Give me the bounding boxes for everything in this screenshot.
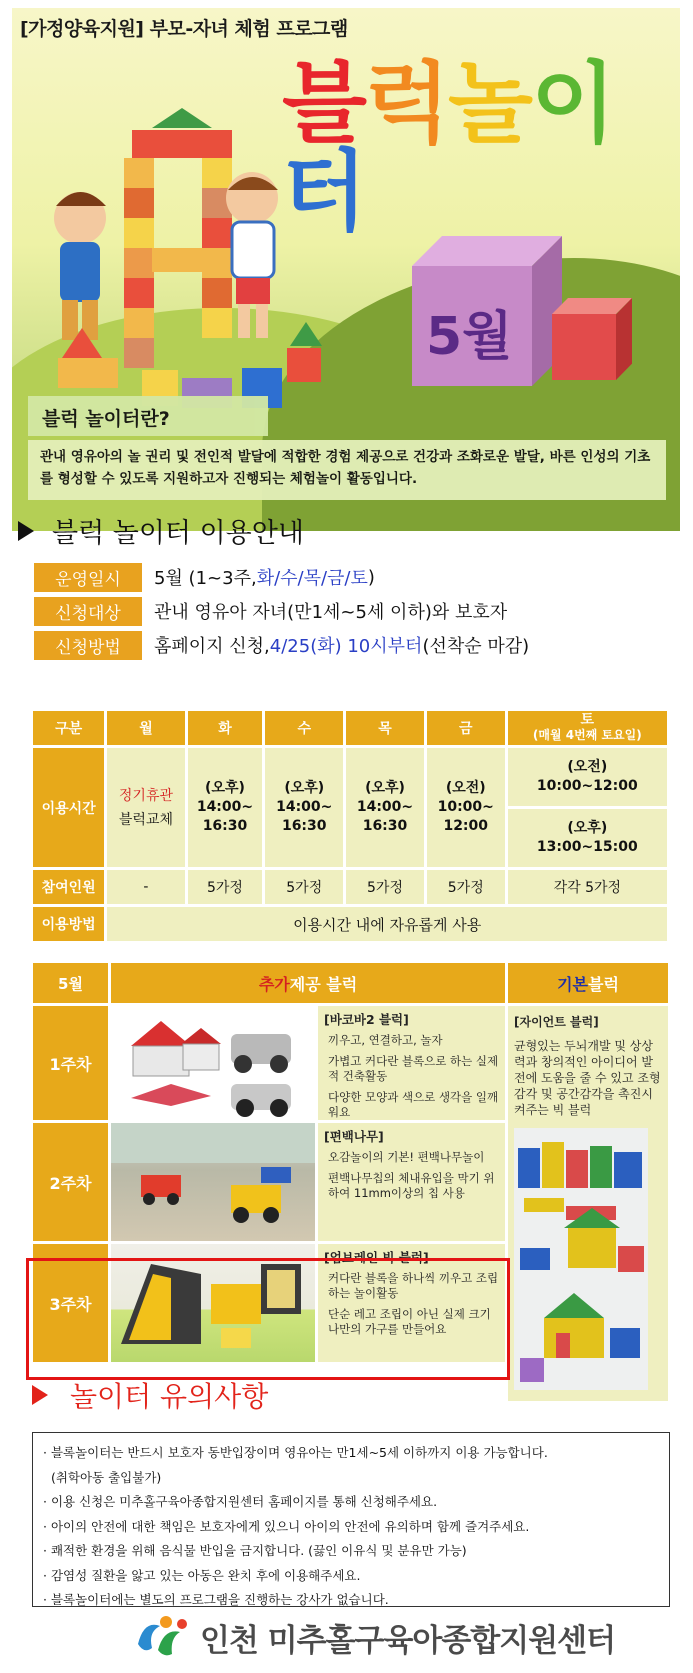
title-char: 터 <box>282 140 366 243</box>
month-label: 5월 <box>33 963 108 1003</box>
note-item: · 쾌적한 환경을 위해 음식물 반입을 금지합니다. (끓인 이유식 및 분유만 가능) <box>43 1543 467 1558</box>
time-cell: (오후) 13:00~15:00 <box>508 809 667 867</box>
table-header: 목 <box>346 711 424 745</box>
title-char: 이 <box>531 52 615 155</box>
info-label: 신청방법 <box>34 631 142 660</box>
program-title: [가정양육지원] 부모-자녀 체험 프로그램 <box>20 18 348 40</box>
month-cube <box>412 236 562 386</box>
time-cell: (오후) 14:00~ 16:30 <box>265 748 343 867</box>
row-label: 이용방법 <box>33 907 104 941</box>
time-cell: (오후) 14:00~ 16:30 <box>346 748 424 867</box>
schedule-table <box>30 708 670 944</box>
week-desc: 가볍고 커다란 블록으로 하는 실제적 건축활동 <box>328 1054 499 1083</box>
week-desc: 편백나무칩의 체내유입을 막기 위하여 11mm이상의 칩 사용 <box>328 1171 495 1200</box>
info-text: 관내 영유아 자녀(만1세~5세 이하)와 보호자 <box>154 602 508 623</box>
week3-highlight-frame <box>26 1258 510 1380</box>
week-desc: 다양한 모양과 색으로 생각을 일깨워요 <box>328 1090 499 1119</box>
mon-closed: 정기휴관 <box>118 787 174 804</box>
basic-blocks-header <box>508 963 668 1003</box>
people-cell: 각각 5가정 <box>508 870 667 904</box>
info-text: 5월 (1~3주, <box>154 568 257 589</box>
info-label: 운영일시 <box>34 563 142 592</box>
notes-heading-text: 놀이터 유의사항 <box>70 1380 269 1413</box>
time-cell: (오전) 10:00~12:00 <box>508 748 667 806</box>
extra-rest: 제공 블럭 <box>289 974 358 994</box>
week-desc: 커다란 블록을 하나씩 끼우고 조립하는 놀이활동 <box>328 1271 499 1300</box>
week-desc: 오감놀이의 기본! 편백나무놀이 <box>328 1150 485 1164</box>
center-logo-icon <box>130 1614 190 1660</box>
basic-blocks-column <box>508 1006 668 1401</box>
sat-note: (매월 4번째 토요일) <box>532 728 642 742</box>
basic-blue: 기본 <box>557 974 588 994</box>
red-cube <box>552 298 632 380</box>
week-label: 3주차 <box>33 1244 108 1362</box>
bacoba-blocks-image <box>111 1006 315 1120</box>
table-header-sat <box>508 711 667 745</box>
title-char: 블 <box>282 52 366 155</box>
mon-cell <box>107 748 184 867</box>
info-operating <box>34 563 375 591</box>
table-header: 구분 <box>33 711 104 745</box>
what-is-title: 블럭 놀이터란? <box>42 408 170 430</box>
children-blocks-illustration <box>32 108 332 418</box>
week-label: 2주차 <box>33 1123 108 1241</box>
week1-photo <box>111 1006 315 1120</box>
time-cell: (오전) 10:00~ 12:00 <box>427 748 505 867</box>
week-desc: 단순 레고 조립이 아닌 실제 크기 나만의 가구를 만들어요 <box>328 1307 491 1336</box>
note-item: · 이용 신청은 미추홀구육아종합지원센터 홈페이지를 통해 신청해주세요. <box>43 1494 438 1509</box>
note-item: · 감염성 질환을 앓고 있는 아동은 완치 후에 이용해주세요. <box>43 1567 361 1583</box>
usage-cell: 이용시간 내에 자유롭게 사용 <box>107 907 667 941</box>
row-label: 이용시간 <box>33 748 104 867</box>
week2-text <box>318 1123 505 1241</box>
guide-heading <box>18 511 304 550</box>
week-title: [편백나무] <box>324 1129 384 1144</box>
info-date: 4/25(화) 10시부터 <box>269 636 423 657</box>
triangle-icon <box>32 1385 48 1405</box>
note-item: · 블록놀이터는 반드시 보호자 동반입장이며 영유아는 만1세~5세 이하까지 이용 가능합니다. <box>43 1445 548 1460</box>
people-cell: 5가정 <box>265 870 343 904</box>
time-cell: (오후) 14:00~ 16:30 <box>188 748 263 867</box>
mon-swap: 블럭교체 <box>118 811 174 828</box>
extra-red: 추가 <box>258 974 290 994</box>
what-is-box <box>28 396 268 436</box>
title-char: 놀 <box>448 52 532 155</box>
table-header: 화 <box>188 711 263 745</box>
week-label: 1주차 <box>33 1006 108 1120</box>
title-char: 럭 <box>365 52 449 155</box>
giant-blocks-image <box>514 1128 648 1390</box>
description-box: 관내 영유아의 놀 권리 및 전인적 발달에 적합한 경험 제공으로 건강과 조화로운 발달, 바른 인성의 기초를 형성할 수 있도록 지원하고자 진행되는 체험놀이 활동입니다. <box>28 440 666 500</box>
note-item: · 아이의 안전에 대한 책임은 보호자에게 있으니 아이의 안전에 유의하며 함께 즐겨주세요. <box>43 1518 530 1534</box>
extra-blocks-header <box>111 963 505 1003</box>
cypress-chips-image <box>111 1123 315 1241</box>
people-cell: 5가정 <box>427 870 505 904</box>
footer <box>130 1612 615 1662</box>
info-target <box>34 597 507 625</box>
note-item: · 블록놀이터에는 별도의 프로그램을 진행하는 강사가 없습니다. <box>43 1592 389 1607</box>
org-name: 인천 미추홀구육아종합지원센터 <box>200 1622 616 1659</box>
week1-text <box>318 1006 505 1120</box>
basic-title: [자이언트 블럭] <box>514 1015 599 1029</box>
people-cell: 5가정 <box>346 870 424 904</box>
week-title: [업브레인 빅 블럭] <box>324 1250 429 1265</box>
basic-rest: 블럭 <box>588 974 619 994</box>
table-header: 금 <box>427 711 505 745</box>
guide-heading-text: 블럭 놀이터 이용안내 <box>52 518 304 549</box>
info-label: 신청대상 <box>34 597 142 626</box>
people-cell: - <box>107 870 184 904</box>
triangle-icon <box>18 521 34 541</box>
notes-box <box>32 1432 670 1607</box>
month-badge: 5월 <box>426 307 513 367</box>
week-desc: 끼우고, 연결하고, 놀자 <box>328 1033 443 1047</box>
info-text: (선착순 마감) <box>422 636 530 657</box>
notes-heading <box>32 1375 268 1415</box>
info-method <box>34 631 529 659</box>
info-text: 홈페이지 신청, <box>154 636 270 657</box>
cube-front <box>552 314 616 380</box>
main-title <box>282 52 680 243</box>
row-label: 참여인원 <box>33 870 104 904</box>
info-text: ) <box>367 566 375 588</box>
info-days: 화/수/목/금/토 <box>256 568 368 589</box>
week2-photo <box>111 1123 315 1241</box>
table-header: 월 <box>107 711 184 745</box>
sat-label: 토 <box>580 712 595 728</box>
week-title: [바코바2 블럭] <box>324 1012 409 1027</box>
people-cell: 5가정 <box>188 870 263 904</box>
hero-banner <box>12 8 680 531</box>
basic-desc: 균형있는 두뇌개발 및 상상력과 창의적인 아이디어 발전에 도움을 줄 수 있고 조형감각 및 공간감각을 촉진시켜주는 빅 블럭 <box>514 1039 661 1117</box>
table-header: 수 <box>265 711 343 745</box>
note-item: (취학아동 출입불가) <box>43 1469 162 1485</box>
